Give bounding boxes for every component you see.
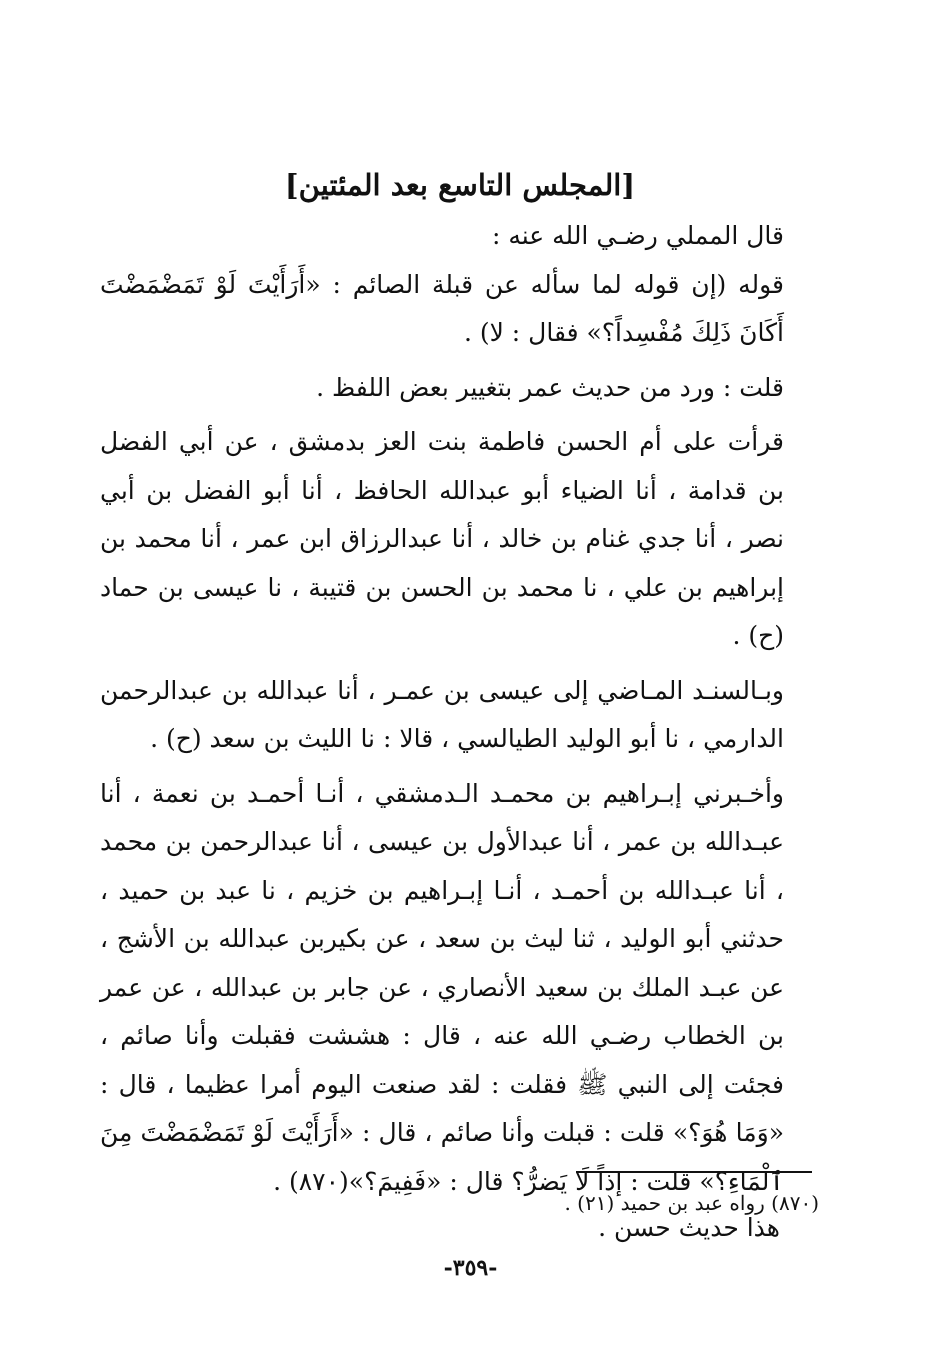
footnote-divider <box>576 1171 812 1173</box>
page-title: [المجلس التاسع بعد المئتين] <box>284 168 636 202</box>
page-number: -٣٥٩- <box>443 1255 498 1281</box>
closing-line: هذا حديث حسن . <box>598 1213 780 1242</box>
footnote: (٨٧٠) رواه عبد بن حميد (٢١) . <box>564 1191 819 1215</box>
paragraph-comment: قلت : ورد من حديث عمر بتغيير بعض اللفظ . <box>316 372 784 402</box>
paragraph-quote: قوله (إن قوله لما سأله عن قبلة الصائم : «أَرَأَيْتَ لَوْ تَمَضْمَضْتَ أَكَانَ ذَلِكَ مُفْسِداً؟» فقال : لا) . <box>100 269 784 347</box>
paragraph-isnad-1: قرأت على أم الحسن فاطمة بنت العز بدمشق ، عن أبي الفضل بن قدامة ، أنا الضياء أبو عبدالله الحافظ ، أنا أبو الفضل بن أبي نصر ، أنا جدي غنام بن خالد ، أنا عبدالرزاق ابن عمر ، أنا محمد بن إبراهيم بن علي ، نا محمد بن الحسن بن قتيبة ، نا عيسى بن حماد (ح) . <box>100 427 784 650</box>
paragraph-hadith: وأخـبرني إبـراهيم بن محمـد الـدمشقي ، أنـا أحمـد بن نعمة ، أنا عبـدالله بن عمر ، أنا عبدالأول بن عيسى ، أنا عبدالرحمن بن محمد ، أنا عبـدالله بن أحمـد ، أنـا إبـراهيم بن خزيم ، نا عبد بن حميد ، حدثني أبو الوليد ، ثنا ليث بن سعد ، عن بكيربن عبدالله بن الأشج ، عن عبـد الملك بن سعيد الأنصاري ، عن جابر بن عبدالله ، عن عمر بن الخطاب رضـي الله عنه ، قال : هششت فقبلت وأنا صائم ، فجئت إلى النبي ﷺ فقلت : لقد صنعت اليوم أمرا عظيما ، قال : «وَمَا هُوَ؟» قلت : قبلت وأنا صائم ، قال : «أَرَأَيْتَ لَوْ تَمَضْمَضْتَ مِنَ ٱلْمَاءِ؟» قلت : إذاً لَا يَضرُّ؟ قال : «فَفِيمَ؟»(٨٧٠) . <box>100 778 784 1196</box>
page-body <box>100 160 820 1250</box>
paragraph-isnad-2: وبـالسنـد المـاضي إلى عيسى بن عمـر ، أنا عبدالله بن عبدالرحمن الدارمي ، نا أبو الوليد الطيالسي ، قالا : نا الليث بن سعد (ح) . <box>100 675 784 753</box>
opening-line: قال المملي رضـي الله عنه : <box>491 221 784 250</box>
